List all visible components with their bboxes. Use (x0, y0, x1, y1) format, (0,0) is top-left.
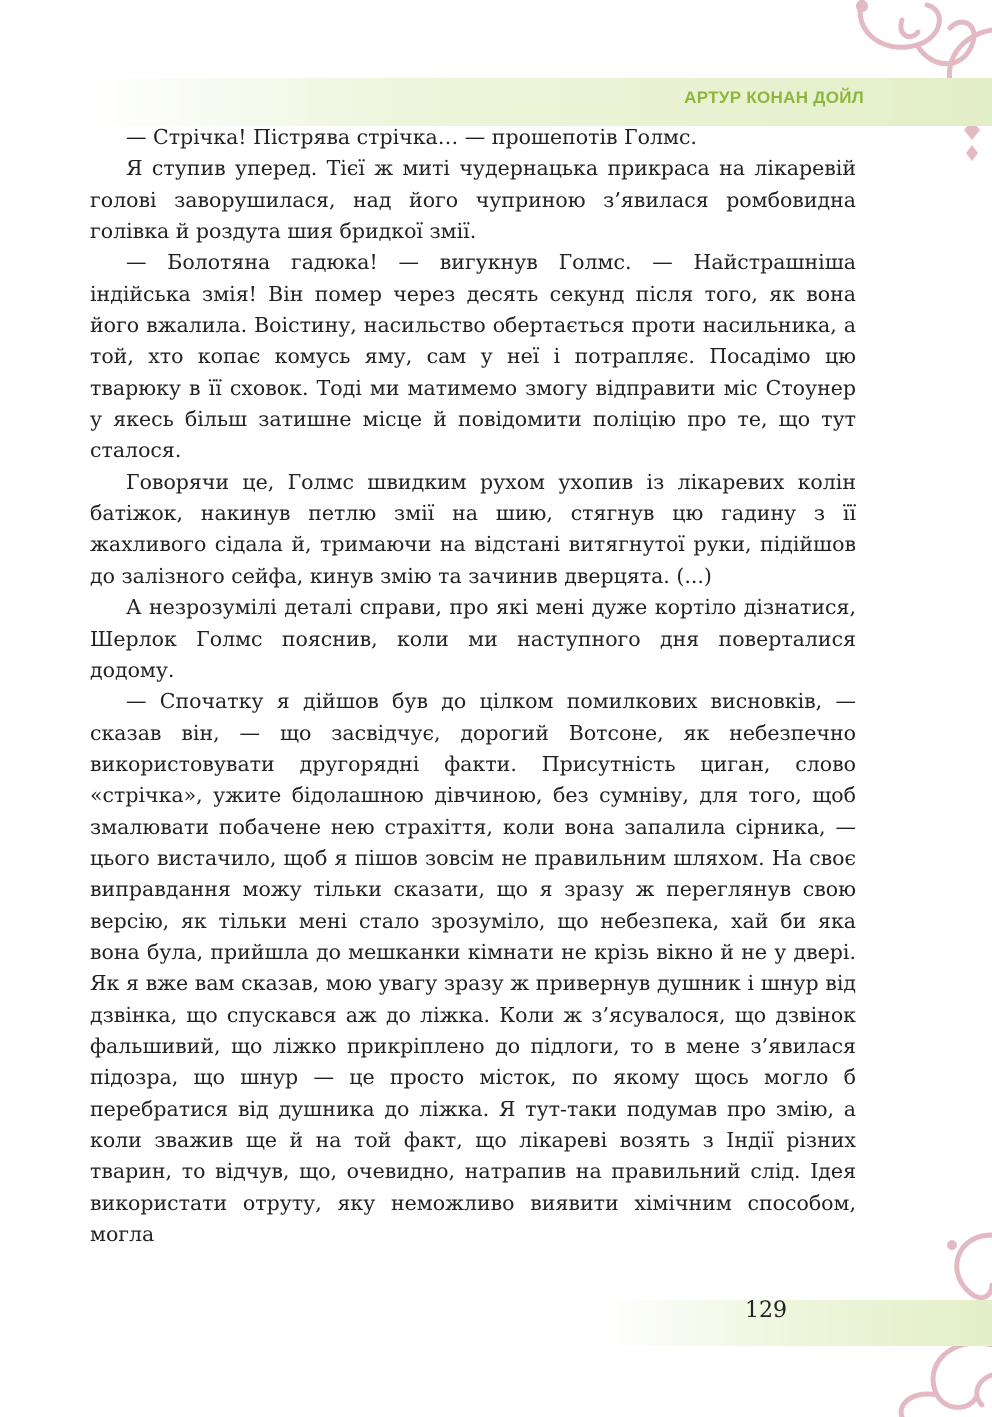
paragraph: А незрозумілі деталі справи, про які мені дуже кортіло дізнатися, Шерлок Голмс пояснив, коли ми наступного дня поверталися додому. (90, 595, 856, 682)
paragraph: — Болотяна гадюка! — вигукнув Голмс. — Найстрашніша індійська змія! Він помер через десять секунд після того, як вона його вжалила. Воістину, насильство обертається проти насильника, а той, хто копає комусь яму, сам у неї і потрапляє. Посадімо цю тварюку в її сховок. Тоді ми матимемо змогу відправити міс Стоунер у якесь більш затишне місце й повідомити поліцію про те, що тут сталося. (90, 250, 856, 463)
paragraph: — Стрічка! Пістрява стрічка… — прошепотів Голмс. (126, 125, 697, 149)
paragraph: — Спочатку я дійшов був до цілком помилкових висновків, — сказав він, — що засвідчує, дорогий Вотсоне, як небезпечно використовувати другорядні факти. Присутність циган, слово «стрічка», ужите бідолашною дівчиною, без сумніву, для того, щоб змалювати побачене нею страхіття, коли вона запалила сірника, — цього вистачило, щоб я пішов зовсім не правильним шляхом. На своє виправдання можу тільки сказати, що я зразу ж переглянув свою версію, як тільки мені стало зрозуміло, що небезпека, хай би яка вона була, прийшла до мешканки кімнати не крізь вікно й не у двері. Як я вже вам сказав, мою увагу зразу ж привернув душник і шнур від дзвінка, що спускався аж до ліжка. Коли ж з’ясувалося, що дзвінок фальшивий, що ліжко прикріплено до підлоги, то в мене з’явилася підозра, що шнур — це просто місток, по якому щось могло б перебратися від душника до ліжка. Я тут-таки подумав про змію, а коли зважив ще й на той факт, що лікареві возять з Індії різних тварин, то відчув, що, очевидно, натрапив на правильний слід. Ідея використати отруту, яку неможливо виявити хімічним способом, могла (90, 689, 856, 1247)
paragraph: Говорячи це, Голмс швидким рухом ухопив із лікаревих колін батіжок, накинув петлю змії на шию, стягнув цю гадину з її жахливого сідала й, тримаючи на відстані витягнутої руки, підійшов до залізного сейфа, кинув змію та зачинив дверцята. (...) (90, 469, 856, 588)
footer-band (600, 1300, 992, 1346)
paragraph: Я ступив уперед. Тієї ж миті чудернацька прикраса на лікаревій голові заворушилася, над його чуприною з’явилася ромбовидна голівка й роздута шия бридкої змії. (90, 156, 856, 244)
page-number: 129 (745, 1298, 787, 1323)
main-text (90, 122, 856, 1250)
running-header-author: АРТУР КОНАН ДОЙЛ (684, 88, 864, 107)
